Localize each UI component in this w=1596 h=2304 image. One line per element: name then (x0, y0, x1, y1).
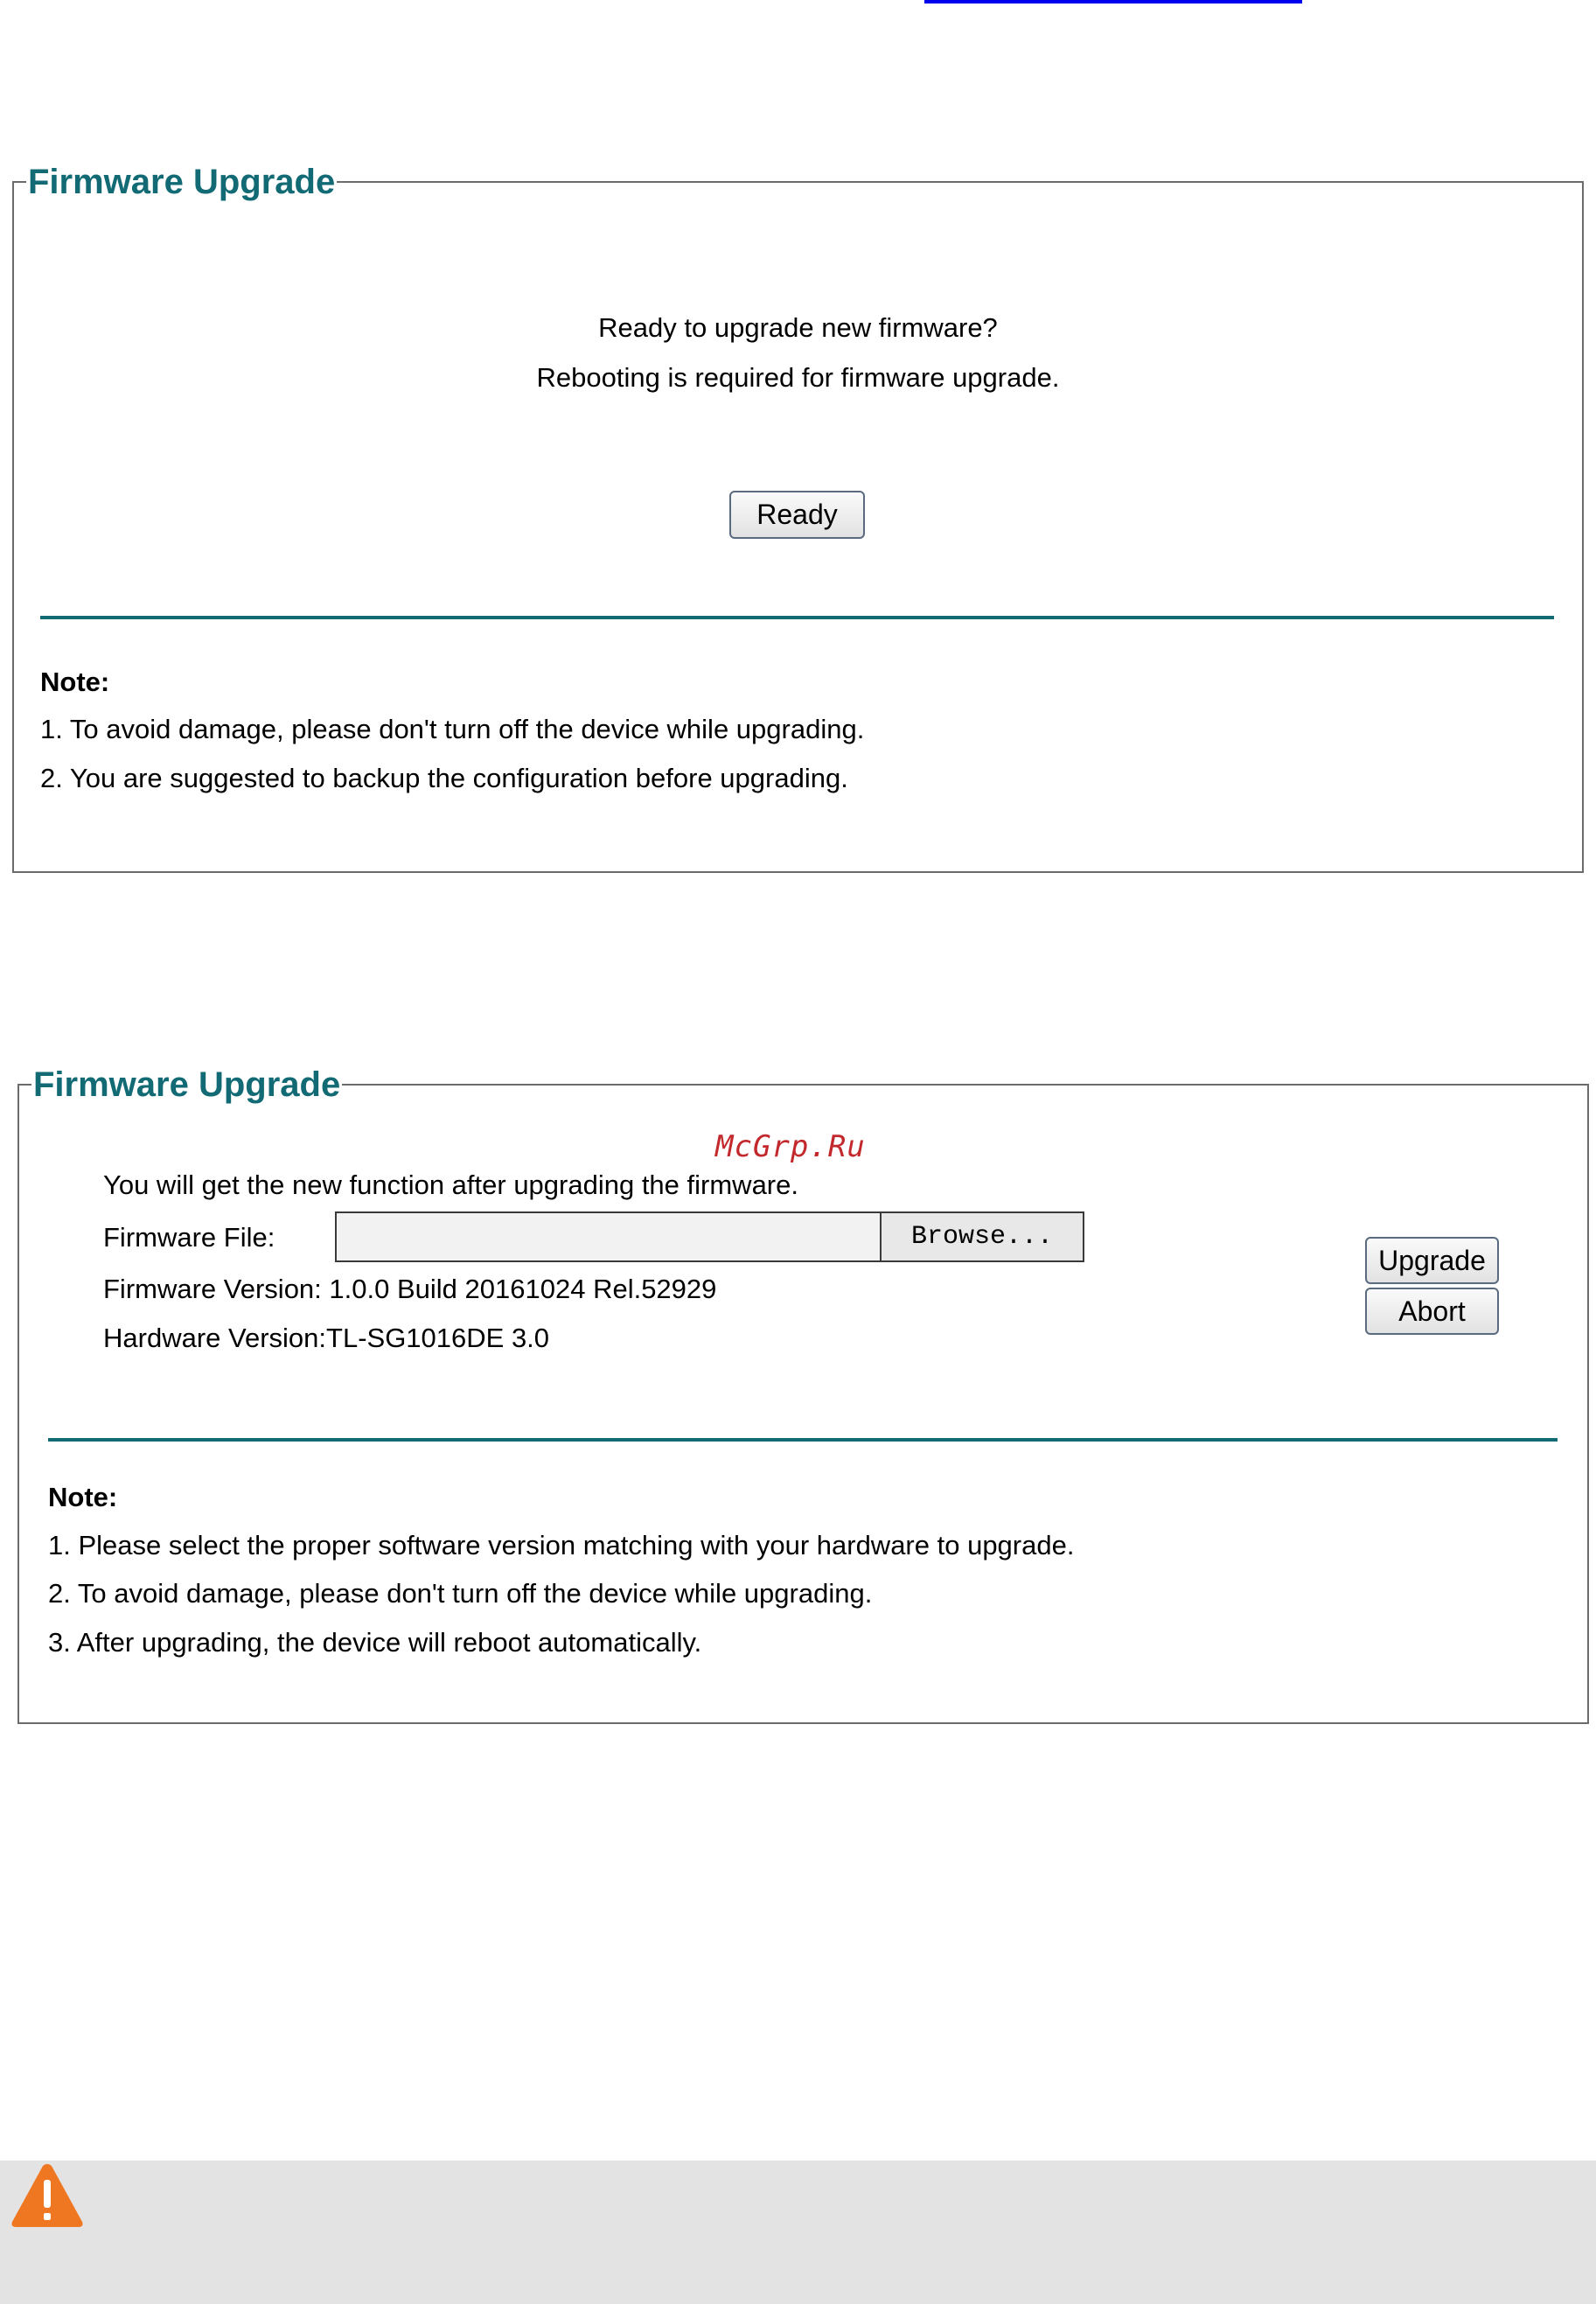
ready-button[interactable]: Ready (729, 491, 865, 539)
firmware-version-value: 1.0.0 Build 20161024 Rel.52929 (329, 1274, 717, 1304)
note-item: 1. To avoid damage, please don't turn off the device while upgrading. (40, 714, 865, 744)
upgrade-intro-text: You will get the new function after upgrading the firmware. (103, 1169, 798, 1200)
hardware-version-label: Hardware Version: (103, 1323, 327, 1353)
upgrade-button[interactable]: Upgrade (1365, 1237, 1499, 1284)
note-item: 1. Please select the proper software version matching with your hardware to upgrade. (48, 1530, 1075, 1560)
hardware-version-row (103, 1323, 549, 1354)
divider (40, 616, 1554, 619)
firmware-file-input[interactable] (335, 1211, 881, 1262)
browse-button[interactable]: Browse... (880, 1211, 1084, 1262)
abort-button[interactable]: Abort (1365, 1288, 1499, 1335)
ready-prompt-line1: Ready to upgrade new firmware? (598, 312, 998, 343)
panel-title: Firmware Upgrade (28, 163, 336, 201)
note-heading: Note: (40, 667, 110, 697)
note-item: 3. After upgrading, the device will reboot automatically. (48, 1627, 702, 1658)
watermark: McGrp.Ru (715, 1129, 866, 1164)
ready-prompt-line2: Rebooting is required for firmware upgrade. (536, 362, 1060, 393)
warning-icon (9, 2161, 86, 2231)
divider (48, 1438, 1558, 1442)
warning-notice-bar (0, 2161, 1596, 2304)
firmware-version-row (103, 1274, 716, 1305)
firmware-file-label: Firmware File: (103, 1222, 275, 1253)
panel-title: Firmware Upgrade (33, 1065, 341, 1104)
note-item: 2. To avoid damage, please don't turn off the device while upgrading. (48, 1578, 873, 1609)
firmware-version-label: Firmware Version: (103, 1274, 322, 1304)
note-item: 2. You are suggested to backup the configuration before upgrading. (40, 763, 848, 793)
hardware-version-value: TL-SG1016DE 3.0 (326, 1323, 550, 1353)
top-link-underline (924, 0, 1302, 3)
note-heading: Note: (48, 1482, 118, 1512)
